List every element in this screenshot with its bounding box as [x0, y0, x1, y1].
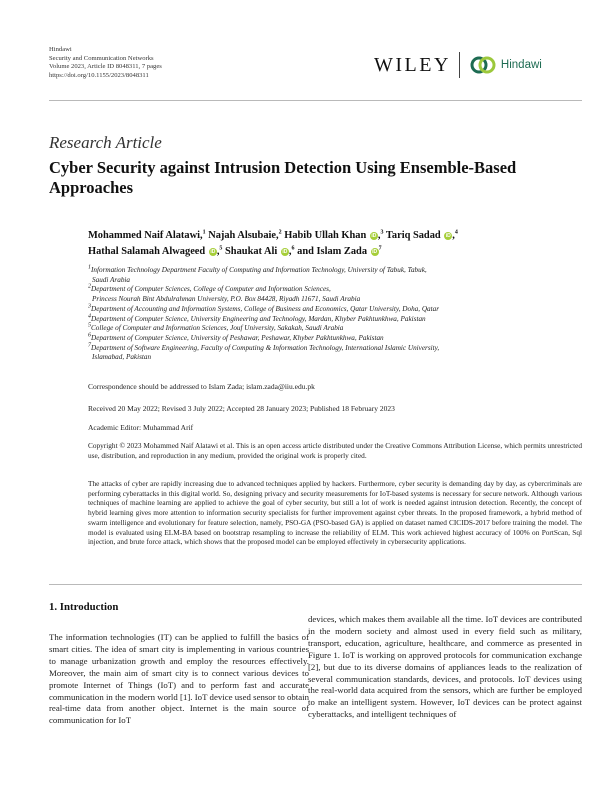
orcid-icon[interactable]: iD — [371, 233, 377, 239]
body-column-right: devices, which makes them available all the time. IoT devices are contributed in the modern society and almost used in every field such as military, transport, education, agriculture, healthcare, and commerce as presented in Figure 1. IoT is working on approved protocols for communication exchange [2], but due to its diverse domains of appliances leads to the realization of several communication standards, devices, and protocols. IoT devices using the real-world data acquired from the sensors, which are further be employed to make an intelligent system. However, IoT devices can be protect against cyberattacks, and intelligent techniques of — [308, 614, 582, 720]
body-column-left: The information technologies (IT) can be applied to fulfill the basics of smart cities. The idea of smart city is implementing in various countries to manage urbanization growth and employ the resources effectively. Moreover, the main aim of smart city is to connect various devices to promote Internet of Things (IoT) and to perform fast and accurate communication in the modern world [1]. IoT device used sensor to obtain real-time data from another object. Internet is the main source of communication for IoT — [49, 632, 309, 726]
publication-dates: Received 20 May 2022; Revised 3 July 2022; Accepted 28 January 2023; Published 18 February 2023 — [88, 404, 395, 413]
affiliation: $^7$Department of Software Engineering, Faculty of Computing & Information Technology, International Islamic University, — [88, 342, 440, 352]
orcid-icon[interactable]: iD — [445, 233, 451, 239]
journal-doi[interactable]: https://doi.org/10.1155/2023/8048311 — [49, 71, 149, 79]
hindawi-logo-icon — [469, 55, 497, 75]
journal-volume: Volume 2023, Article ID 8048311, 7 pages — [49, 63, 162, 71]
abstract-rule — [49, 584, 582, 585]
academic-editor: Academic Editor: Muhammad Arif — [88, 423, 194, 432]
orcid-icon[interactable]: iD — [282, 249, 288, 255]
copyright-notice: Copyright © 2023 Mohammed Naif Alatawi et al. This is an open access article distributed under the Creative Commons Attribution License, which permits unrestricted use, distribution, and reproduction in any medium, provided the original work is properly cited. — [88, 441, 582, 460]
orcid-icon[interactable]: iD — [210, 249, 216, 255]
author[interactable]: Najah Alsubaie,$^2$ — [208, 229, 282, 241]
author[interactable]: Mohammed Naif Alatawi,$^1$ — [88, 229, 206, 241]
affiliation: $^6$Department of Computer Science, University of Peshawar, Peshawar, Khyber Pakhtunkhwa, Pakistan — [88, 332, 384, 342]
author[interactable]: Habib Ullah Khan iD ,$^3$ — [284, 229, 384, 241]
affiliations — [88, 266, 588, 363]
author[interactable]: Hathal Salamah Alwageed iD ,$^5$ — [88, 245, 223, 257]
journal-info — [49, 46, 162, 80]
journal-publisher: Hindawi — [49, 46, 72, 53]
affiliation: $^3$Department of Accounting and Information Systems, College of Business and Economics, Qatar University, Doha, Qatar — [88, 303, 440, 313]
author-list — [88, 228, 588, 260]
article-type: Research Article — [49, 133, 162, 152]
header-rule — [49, 100, 582, 101]
logo-divider — [459, 52, 460, 78]
abstract: The attacks of cyber are rapidly increasing due to advanced techniques applied by hackers. Furthermore, cyber security is demanding day by day, as cybercriminals are performing cyberattacks in this digital world. So, designing privacy and security measurements for IoT-based systems is necessary for secure network. Although various techniques of machine learning are applied to achieve the goal of cyber security, but still a lot of work is needed against intrusion detection. Recently, the concept of hybrid learning gives more attention to information security specialists for further improvement against cyber threats. In the proposed framework, a hybrid method of swarm intelligence and evolutionary for feature selection, namely, PSO-GA (PSO-based GA) is applied on dataset named CICIDS-2017 before training the model. The model is evaluated using ELM-BA based on bootstrap resampling to increase the reliability of ELM. This work achieved highest accuracy of 100% on PortScan, Sql injection, and brute force attack, which shows that the proposed model can be employed effectively in cybersecurity applications. — [88, 479, 582, 547]
affiliation: Islamabad, Pakistan — [92, 353, 152, 362]
affiliation: $^1$Information Technology Department Faculty of Computing and Information Technology, University of Tabuk, Tabuk, — [88, 264, 427, 274]
article-title: Cyber Security against Intrusion Detection Using Ensemble-Based Approaches — [49, 158, 517, 197]
author[interactable]: Tariq Sadad iD ,$^4$ — [385, 229, 458, 241]
author[interactable]: and Islam Zada $iD^7$ — [297, 245, 382, 257]
section-heading: 1. Introduction — [49, 601, 119, 613]
publisher-logos — [374, 50, 542, 80]
affiliation: $^2$Department of Computer Sciences, College of Computer and Information Sciences, — [88, 284, 331, 294]
affiliation: Princess Nourah Bint Abdulrahman University, P.O. Box 84428, Riyadh 11671, Saudi Arabia — [92, 295, 361, 304]
hindawi-logo-text: Hindawi — [500, 59, 542, 71]
affiliation: $^5$College of Computer and Information Sciences, Jouf University, Sakakah, Saudi Arabia — [88, 322, 344, 333]
journal-name: Security and Communication Networks — [49, 54, 154, 62]
wiley-logo: WILEY — [374, 53, 451, 76]
correspondence[interactable]: Correspondence should be addressed to Islam Zada; islam.zada@iiu.edu.pk — [88, 382, 315, 391]
orcid-icon[interactable]: iD — [372, 249, 378, 255]
affiliation: $^4$Department of Computer Science, University Engineering and Technology, Mardan, Khyber Pakhtunkhwa, Pakistan — [88, 313, 426, 323]
author[interactable]: Shaukat Ali iD ,$^6$ — [225, 245, 295, 257]
affiliation: Saudi Arabia — [92, 275, 131, 284]
